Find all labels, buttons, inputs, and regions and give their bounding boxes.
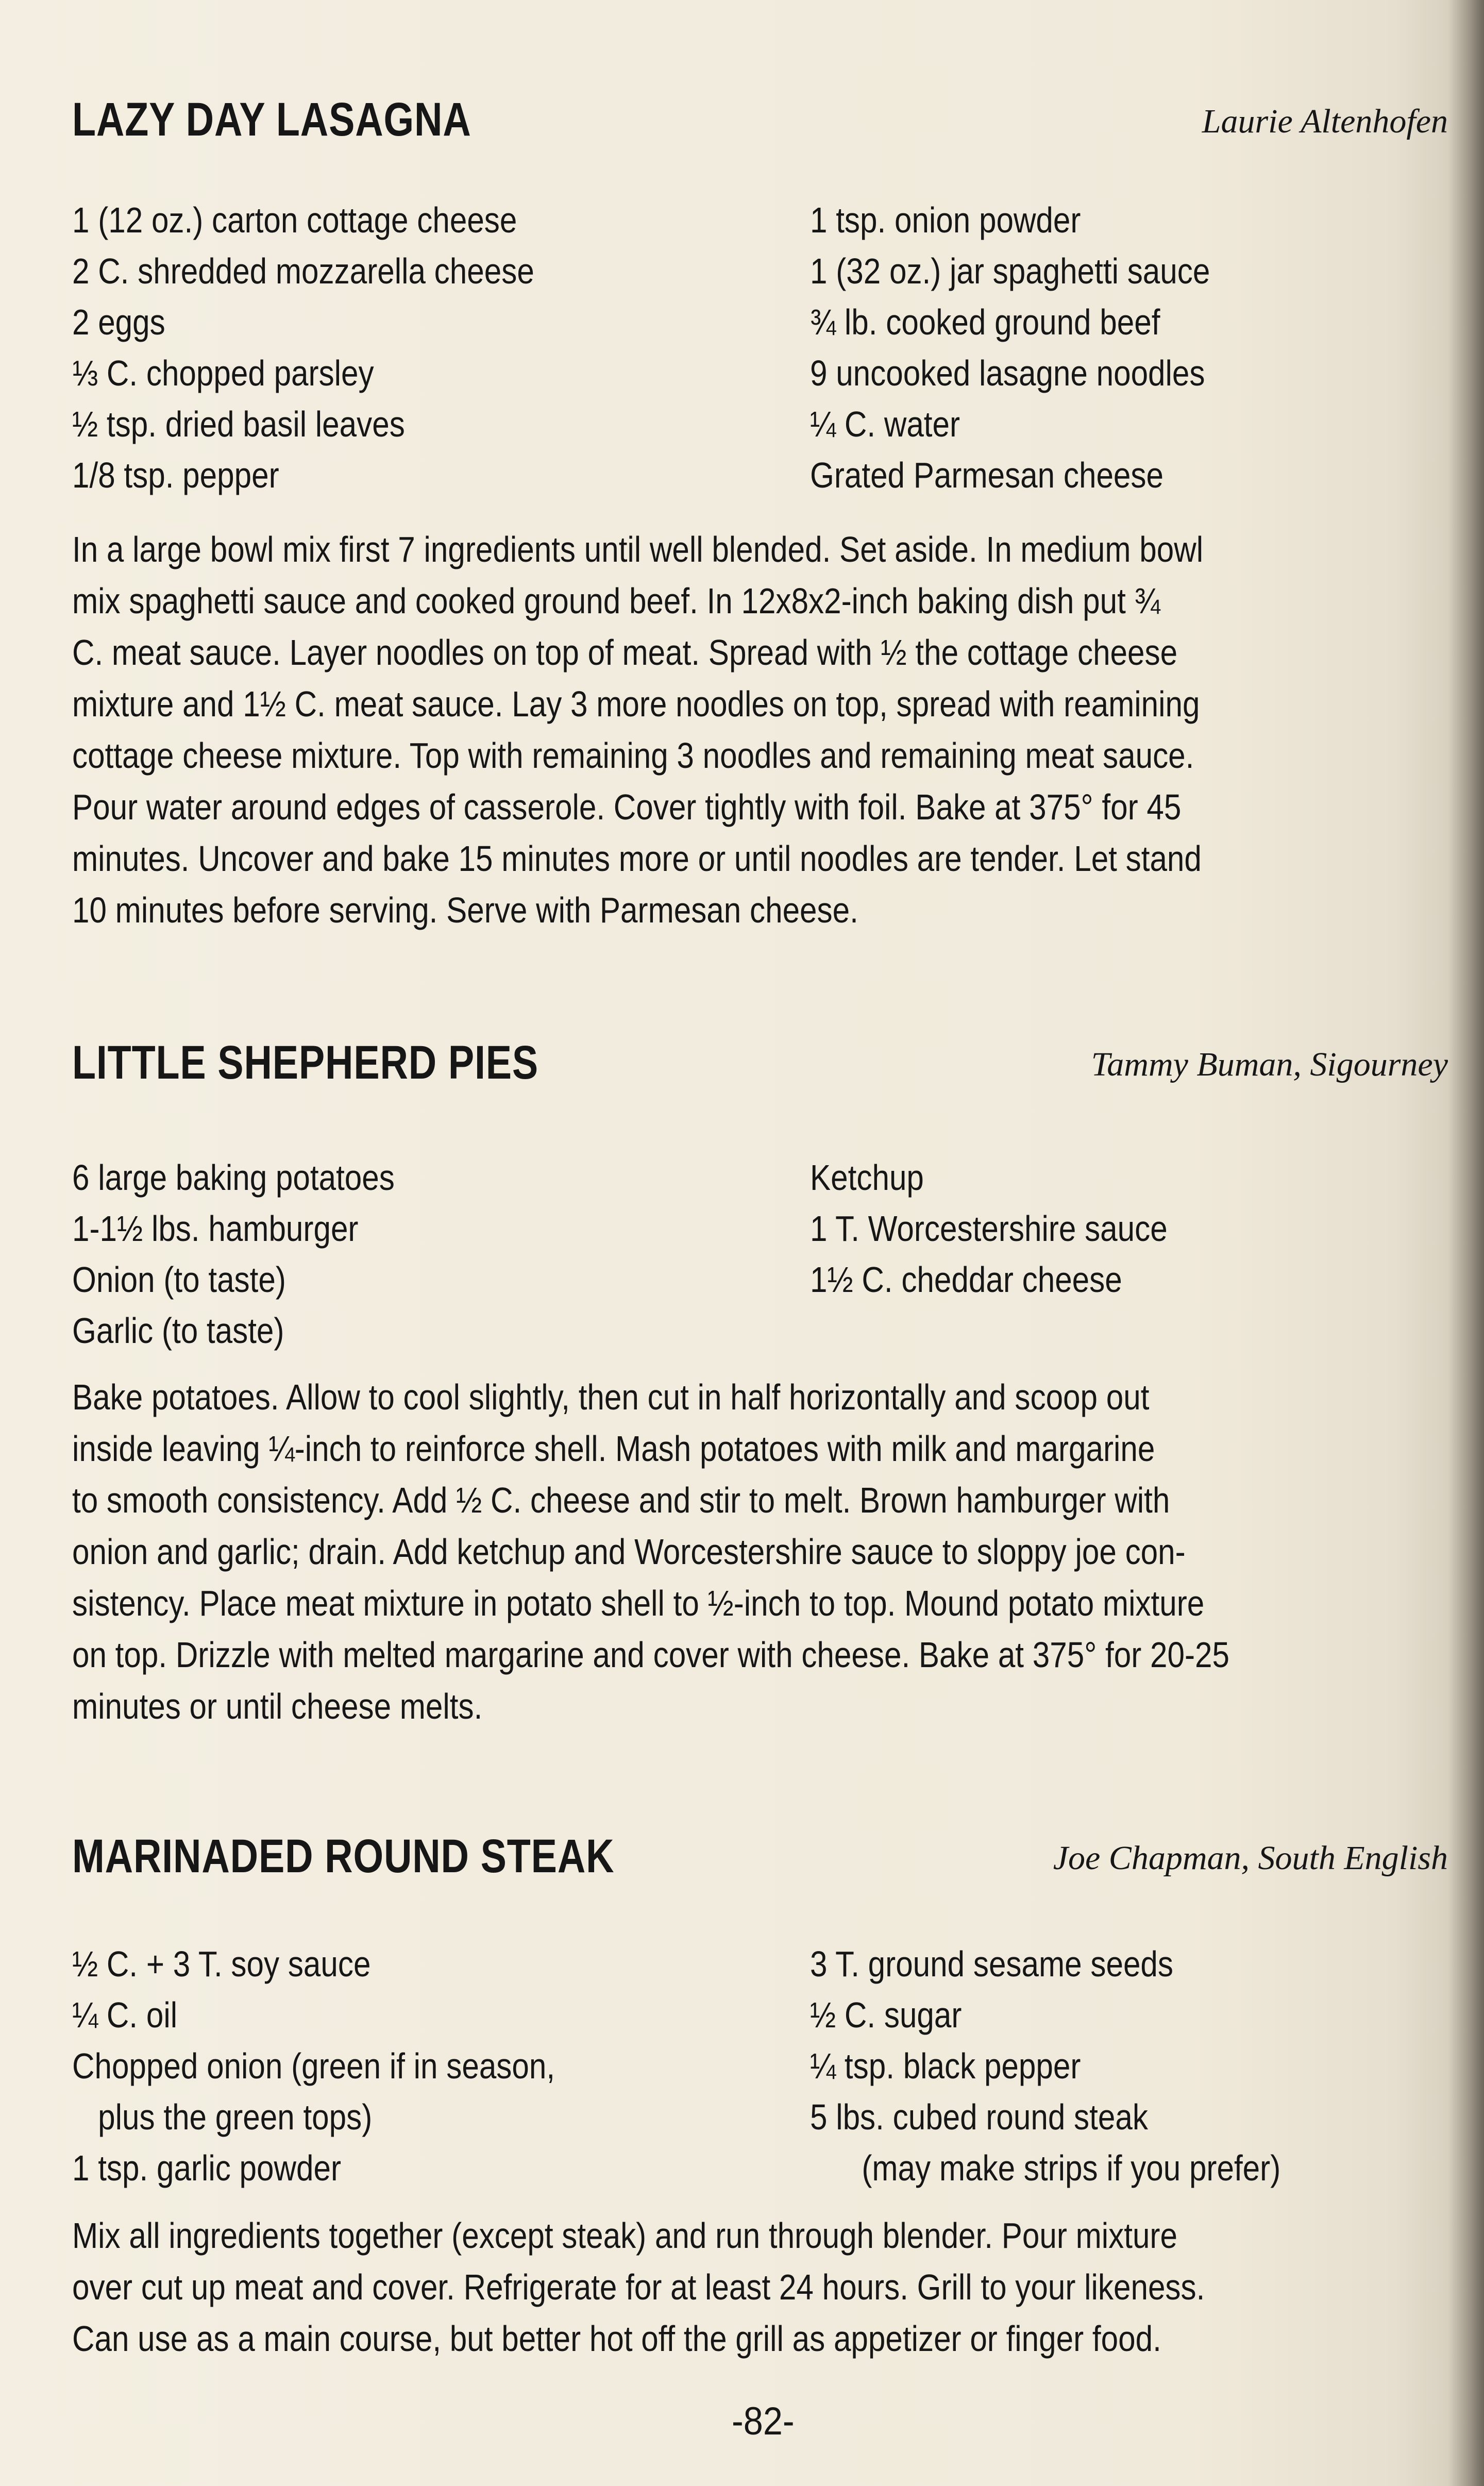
- ingredients-list: [72, 1152, 1448, 1358]
- ingredient: 1/8 tsp. pepper: [72, 455, 279, 495]
- ingredient: ¼ tsp. black pepper: [810, 2046, 1081, 2086]
- recipe-title: MARINADED ROUND STEAK: [72, 1830, 615, 1883]
- directions-line: mix spaghetti sauce and cooked ground beef. In 12x8x2-inch baking dish put ¾: [72, 581, 1160, 621]
- ingredient: plus the green tops): [72, 2097, 373, 2137]
- directions-line: 10 minutes before serving. Serve with Parmesan cheese.: [72, 890, 858, 930]
- ingredients-list: [72, 195, 1448, 504]
- recipe-directions: [72, 1371, 1448, 1732]
- directions-line: onion and garlic; drain. Add ketchup and Worcestershire sauce to sloppy joe con-: [72, 1532, 1186, 1572]
- directions-line: minutes. Uncover and bake 15 minutes more or until noodles are tender. Let stand: [72, 838, 1202, 879]
- directions-line: inside leaving ¼-inch to reinforce shell. Mash potatoes with milk and margarine: [72, 1429, 1155, 1469]
- recipe-author: Tammy Buman, Sigourney: [1091, 1046, 1448, 1083]
- directions-line: over cut up meat and cover. Refrigerate for at least 24 hours. Grill to your likeness.: [72, 2267, 1205, 2307]
- recipe-header: [72, 1829, 1448, 1891]
- ingredient: Grated Parmesan cheese: [810, 455, 1163, 495]
- ingredient: 1 tsp. garlic powder: [72, 2148, 341, 2188]
- ingredient: 1½ C. cheddar cheese: [810, 1259, 1122, 1300]
- ingredient: ¾ lb. cooked ground beef: [810, 302, 1160, 342]
- recipe-title: LAZY DAY LASAGNA: [72, 93, 471, 146]
- recipe-little-shepherd-pies: [72, 1036, 1448, 1726]
- ingredient: ⅓ C. chopped parsley: [72, 353, 374, 393]
- ingredient: ¼ C. water: [810, 404, 960, 444]
- recipe-lazy-day-lasagna: [72, 93, 1448, 930]
- ingredient: (may make strips if you prefer): [810, 2148, 1281, 2188]
- ingredient: 1 (12 oz.) carton cottage cheese: [72, 200, 517, 240]
- ingredient: 6 large baking potatoes: [72, 1157, 395, 1198]
- directions-line: on top. Drizzle with melted margarine and cover with cheese. Bake at 375° for 20-25: [72, 1635, 1229, 1675]
- ingredient: 2 C. shredded mozzarella cheese: [72, 251, 534, 291]
- ingredient: ¼ C. oil: [72, 1995, 178, 2035]
- directions-line: Mix all ingredients together (except steak) and run through blender. Pour mixture: [72, 2215, 1177, 2256]
- ingredient: ½ C. sugar: [810, 1995, 962, 2035]
- ingredient: 1 T. Worcestershire sauce: [810, 1208, 1168, 1249]
- ingredient: 5 lbs. cubed round steak: [810, 2097, 1148, 2137]
- page-number: -82-: [732, 2399, 795, 2443]
- ingredients-right-column: [810, 195, 1449, 501]
- recipe-author: Laurie Altenhofen: [1202, 103, 1448, 140]
- directions-line: In a large bowl mix first 7 ingredients until well blended. Set aside. In medium bowl: [72, 529, 1204, 569]
- page-binding-shadow: [1448, 0, 1484, 2486]
- recipe-header: [72, 1036, 1448, 1098]
- ingredients-right-column: [810, 1939, 1449, 2194]
- ingredient: ½ C. + 3 T. soy sauce: [72, 1944, 371, 1984]
- ingredients-left-column: [72, 1152, 783, 1356]
- directions-line: C. meat sauce. Layer noodles on top of meat. Spread with ½ the cottage cheese: [72, 632, 1178, 673]
- recipe-marinaded-round-steak: [72, 1829, 1448, 2359]
- ingredients-left-column: [72, 1939, 783, 2194]
- directions-line: mixture and 1½ C. meat sauce. Lay 3 more noodles on top, spread with reamining: [72, 684, 1200, 724]
- ingredients-list: [72, 1939, 1448, 2196]
- ingredients-right-column: [810, 1152, 1449, 1305]
- ingredient: Ketchup: [810, 1157, 924, 1198]
- directions-line: cottage cheese mixture. Top with remaining 3 noodles and remaining meat sauce.: [72, 735, 1194, 776]
- ingredient: 2 eggs: [72, 302, 165, 342]
- ingredient: Chopped onion (green if in season,: [72, 2046, 555, 2086]
- ingredient: Onion (to taste): [72, 1259, 286, 1300]
- directions-line: Pour water around edges of casserole. Cover tightly with foil. Bake at 375° for 45: [72, 787, 1182, 827]
- recipe-title: LITTLE SHEPHERD PIES: [72, 1036, 539, 1089]
- recipe-header: [72, 93, 1448, 155]
- directions-line: Bake potatoes. Allow to cool slightly, then cut in half horizontally and scoop out: [72, 1377, 1150, 1417]
- ingredients-left-column: [72, 195, 783, 501]
- directions-line: minutes or until cheese melts.: [72, 1686, 483, 1726]
- ingredient: 9 uncooked lasagne noodles: [810, 353, 1205, 393]
- directions-line: sistency. Place meat mixture in potato shell to ½-inch to top. Mound potato mixture: [72, 1583, 1205, 1623]
- directions-line: Can use as a main course, but better hot off the grill as appetizer or finger food.: [72, 2319, 1161, 2359]
- recipe-author: Joe Chapman, South English: [1053, 1839, 1448, 1877]
- recipe-directions: [72, 2210, 1448, 2364]
- ingredient: 1-1½ lbs. hamburger: [72, 1208, 359, 1249]
- ingredient: Garlic (to taste): [72, 1311, 284, 1351]
- ingredient: 1 tsp. onion powder: [810, 200, 1081, 240]
- directions-line: to smooth consistency. Add ½ C. cheese and stir to melt. Brown hamburger with: [72, 1480, 1170, 1520]
- ingredient: 1 (32 oz.) jar spaghetti sauce: [810, 251, 1210, 291]
- ingredient: ½ tsp. dried basil leaves: [72, 404, 405, 444]
- recipe-directions: [72, 524, 1448, 936]
- ingredient: 3 T. ground sesame seeds: [810, 1944, 1173, 1984]
